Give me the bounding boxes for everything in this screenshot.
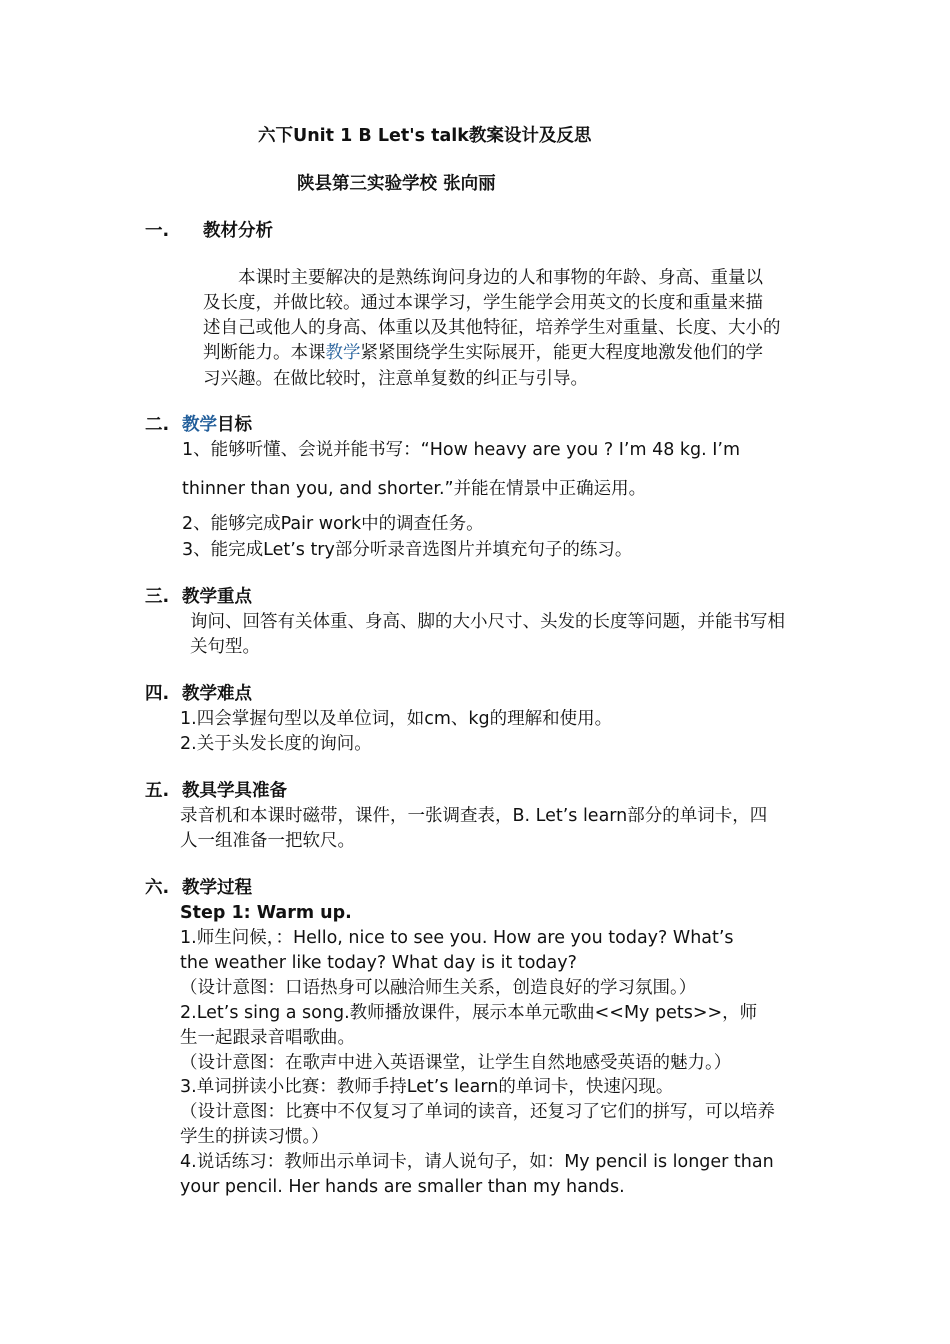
section-2-item-2: 2、能够完成Pair work中的调查任务。 — [182, 514, 484, 534]
step-1-line-9: 学生的拼读习惯。） — [180, 1127, 329, 1147]
section-2-heading-rest: 目标 — [217, 415, 252, 435]
section-3-line-1: 询问、回答有关体重、身高、脚的大小尺寸、头发的长度等问题，并能书写相 — [190, 612, 785, 632]
step-1-line-11: your pencil. Her hands are smaller than my hands. — [180, 1177, 625, 1197]
teaching-link-heading[interactable]: 教学 — [182, 415, 217, 435]
section-1-line-2: 及长度，并做比较。通过本课学习，学生能学会用英文的长度和重量来描 — [203, 293, 763, 313]
section-2-heading — [182, 413, 252, 438]
step-1-line-10: 4.说话练习：教师出示单词卡，请人说句子，如：My pencil is longer than — [180, 1152, 774, 1172]
section-1-line-3: 述自己或他人的身高、体重以及其他特征，培养学生对重量、长度、大小的 — [203, 318, 781, 338]
section-1-line-5: 习兴趣。在做比较时，注意单复数的纠正与引导。 — [203, 369, 588, 389]
section-3-line-2: 关句型。 — [190, 637, 260, 657]
step-1-line-1: 1.师生问候，：Hello, nice to see you. How are you today? What’s — [180, 928, 734, 948]
section-1-line-4-pre: 判断能力。本课 — [203, 343, 326, 363]
section-1-number: 一. — [145, 221, 170, 241]
doc-author: 陕县第三实验学校 张向丽 — [297, 174, 496, 194]
section-4-heading: 教学难点 — [182, 684, 252, 704]
section-4-line-2: 2.关于头发长度的询问。 — [180, 734, 372, 754]
section-4-number: 四. — [145, 684, 170, 704]
section-3-number: 三. — [145, 587, 170, 607]
step-1-line-3: （设计意图：口语热身可以融洽师生关系，创造良好的学习氛围。） — [180, 978, 697, 998]
section-1-line-4-rest: 紧紧围绕学生实际展开，能更大程度地激发他们的学 — [360, 343, 763, 363]
section-5-number: 五. — [145, 781, 170, 801]
teaching-link[interactable]: 教学 — [325, 343, 361, 363]
section-2-item-1-cont: thinner than you, and shorter.”并能在情景中正确运用。 — [182, 479, 647, 499]
step-1-line-7: 3.单词拼读小比赛：教师手持Let’s learn的单词卡，快速闪现。 — [180, 1077, 674, 1097]
section-1-line-4 — [203, 341, 763, 366]
section-5-line-2: 人一组准备一把软尺。 — [180, 831, 355, 851]
section-4-line-1: 1.四会掌握句型以及单位词，如cm、kg的理解和使用。 — [180, 709, 613, 729]
section-3-heading: 教学重点 — [182, 587, 252, 607]
step-1-line-4: 2.Let’s sing a song.教师播放课件，展示本单元歌曲<<My pets>>，师 — [180, 1003, 758, 1023]
section-6-heading: 教学过程 — [182, 878, 252, 898]
step-1-line-2: the weather like today? What day is it today? — [180, 953, 577, 973]
section-6-number: 六. — [145, 878, 170, 898]
section-2-item-1: 1、能够听懂、会说并能书写：“How heavy are you ? I’m 48 kg. I’m — [182, 440, 741, 460]
section-1-line-1: 本课时主要解决的是熟练询问身边的人和事物的年龄、身高、重量以 — [238, 268, 763, 288]
step-1-line-5: 生一起跟录音唱歌曲。 — [180, 1028, 355, 1048]
section-2-item-3: 3、能完成Let’s try部分听录音选图片并填充句子的练习。 — [182, 540, 633, 560]
section-5-line-1: 录音机和本课时磁带，课件，一张调查表，B. Let’s learn部分的单词卡，四 — [180, 806, 768, 826]
step-1-line-8: （设计意图：比赛中不仅复习了单词的读音，还复习了它们的拼写，可以培养 — [180, 1102, 775, 1122]
section-5-heading: 教具学具准备 — [182, 781, 287, 801]
step-1-heading: Step 1: Warm up. — [180, 903, 352, 923]
section-2-number: 二. — [145, 415, 170, 435]
step-1-line-6: （设计意图：在歌声中进入英语课堂，让学生自然地感受英语的魅力。） — [180, 1053, 732, 1073]
section-1-heading: 教材分析 — [203, 221, 273, 241]
doc-title: 六下Unit 1 B Let's talk教案设计及反思 — [258, 126, 592, 146]
